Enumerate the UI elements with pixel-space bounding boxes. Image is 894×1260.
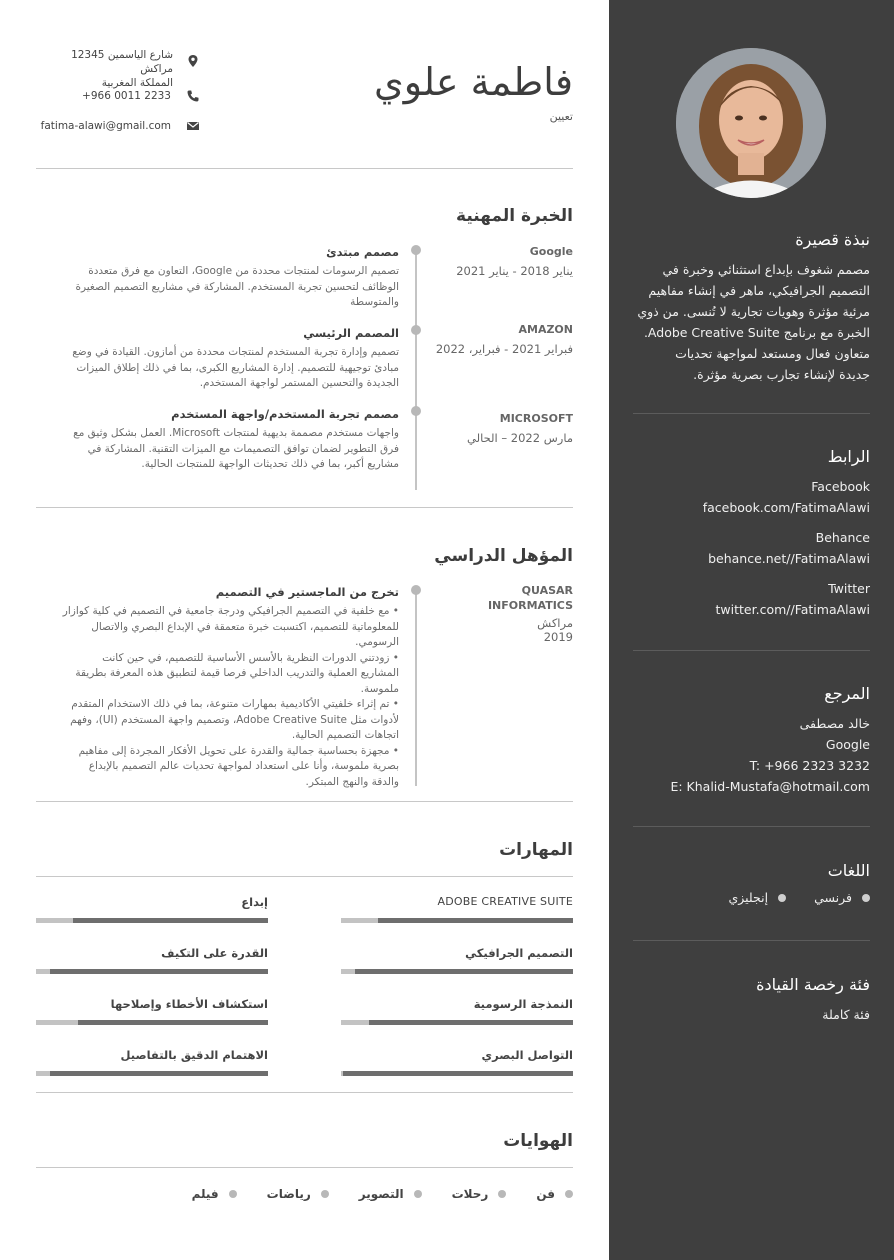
skill-item xyxy=(341,946,573,974)
hobby-label: التصوير xyxy=(358,1187,404,1201)
bullet-icon xyxy=(321,1190,329,1198)
bullet-icon xyxy=(778,894,786,902)
company-name: Google xyxy=(529,245,573,258)
skill-level-fill xyxy=(78,1020,268,1025)
skill-bar xyxy=(36,918,268,923)
link-url[interactable]: facebook.com/FatimaAlawi xyxy=(702,500,870,515)
role-title: مصمم تجربة المستخدم/واجهة المستخدم xyxy=(171,407,399,421)
timeline-dot xyxy=(411,325,421,335)
candidate-name: فاطمة علوي xyxy=(373,60,573,104)
job-title: تعيين xyxy=(549,110,573,123)
experience-meta xyxy=(433,323,573,356)
experience-entry xyxy=(36,407,399,473)
skill-item xyxy=(341,997,573,1025)
profile-photo xyxy=(676,48,826,198)
license-section xyxy=(633,975,870,1025)
skill-level-fill xyxy=(378,918,573,923)
role-title: المصمم الرئيسي xyxy=(303,326,399,340)
experience-meta xyxy=(433,412,573,445)
desc-line: • تم إثراء خلفيتي الأكاديمية بمهارات متنوعة، بما في ذلك الاستخدام المتقدم xyxy=(71,698,399,710)
hobby-item xyxy=(267,1187,329,1201)
desc-line: بصرية ملموسة، وأنا على استعداد لمواجهة تحديات عالم التصميم بالإبداع xyxy=(88,760,399,772)
job-date: فبراير 2021 - فبراير، 2022 xyxy=(435,342,573,356)
license-value: فئة كاملة xyxy=(822,1007,870,1022)
bullet-icon xyxy=(414,1190,422,1198)
license-title: فئة رخصة القيادة xyxy=(756,975,870,994)
skills-title: المهارات xyxy=(499,840,573,860)
skill-level-fill xyxy=(355,969,573,974)
skill-level-fill xyxy=(73,918,268,923)
desc-line: والمتوسطة xyxy=(350,296,399,308)
divider xyxy=(36,876,573,877)
desc-line: تصميم الرسومات لمنتجات محددة من Google، التعاون مع فرق متعددة xyxy=(88,265,399,277)
divider xyxy=(36,1092,573,1093)
graduation-year: 2019 xyxy=(543,630,573,644)
desc-line: • مجهزة بحساسية جمالية والقدرة على تحويل الأفكار المجردة إلى مفاهيم xyxy=(78,744,399,757)
skill-bar xyxy=(341,1071,573,1076)
role-description xyxy=(36,345,399,392)
skill-level-fill xyxy=(343,1071,573,1076)
desc-line: • زودتني الدورات النظرية بالأسس الأساسية للتصميم، في حين كانت xyxy=(102,651,399,664)
about-line: متعاون فعال ومستعد لمواجهة تحديات xyxy=(675,346,870,361)
education-meta xyxy=(433,584,573,644)
divider xyxy=(633,940,870,941)
about-title: نبذة قصيرة xyxy=(795,230,870,249)
about-section xyxy=(633,230,870,385)
bullet-icon xyxy=(498,1190,506,1198)
skill-level-fill xyxy=(50,969,268,974)
education-description xyxy=(36,604,399,790)
reference-email: E: Khalid-Mustafa@hotmail.com xyxy=(670,779,870,794)
about-line: مرئية مؤثرة وهويات تجارية لا تُنسى. من ذوي xyxy=(637,304,870,319)
link-name: Facebook xyxy=(811,479,870,494)
skill-item xyxy=(36,946,268,974)
about-text xyxy=(633,259,870,385)
school-name xyxy=(433,584,573,612)
about-line: جديدة لإنشاء تجارب بصرية مؤثرة. xyxy=(693,367,870,382)
divider xyxy=(633,826,870,827)
reference-name: خالد مصطفى xyxy=(799,716,870,731)
desc-line: للمعلوماتية للتصميم، اكتسبت خبرة متعمقة في الإبداع البصري والاتصال xyxy=(91,620,399,633)
skill-bar xyxy=(36,1071,268,1076)
school-city: مراكش xyxy=(537,616,573,630)
skill-name: النمذجة الرسومية xyxy=(473,997,573,1011)
education-timeline xyxy=(415,590,417,786)
hobbies-title: الهوايات xyxy=(503,1131,573,1151)
language-item xyxy=(728,890,786,905)
skill-name: استكشاف الأخطاء وإصلاحها xyxy=(110,997,268,1011)
divider xyxy=(36,1167,573,1168)
desc-line: اتجاهات التصميم الحالية. xyxy=(291,729,399,741)
job-date: مارس 2022 – الحالي xyxy=(467,431,573,445)
hobby-item xyxy=(192,1187,237,1201)
desc-line: مشاريع أكبر، بما في ذلك تحديثات الواجهة للمنتجات الحالية. xyxy=(141,458,399,470)
hobby-item xyxy=(536,1187,573,1201)
school-line: QUASAR xyxy=(521,584,573,597)
reference-company: Google xyxy=(825,737,870,752)
link-url[interactable]: behance.net//FatimaAlawi xyxy=(708,551,870,566)
timeline-dot xyxy=(411,585,421,595)
contact-address xyxy=(36,48,173,90)
link-name: Behance xyxy=(815,530,870,545)
skill-name: القدرة على التكيف xyxy=(161,946,268,960)
link-name: Twitter xyxy=(828,581,870,596)
school-line: INFORMATICS xyxy=(487,599,573,612)
skill-name: إبداع xyxy=(241,895,268,909)
company-name: MICROSOFT xyxy=(499,412,573,425)
desc-line: فرق التطوير لضمان توافق التصميمات مع الميزات التقنية. المشاركة في xyxy=(87,442,399,455)
skill-item xyxy=(36,1048,268,1076)
location-pin-icon xyxy=(186,54,200,68)
skill-name: الاهتمام الدقيق بالتفاصيل xyxy=(120,1048,268,1062)
hobby-label: فيلم xyxy=(191,1187,219,1201)
hobby-label: رحلات xyxy=(451,1187,489,1201)
experience-title: الخبرة المهنية xyxy=(456,206,573,226)
job-date: يناير 2018 - يناير 2021 xyxy=(456,264,573,278)
desc-line: لأدوات مثل Adobe Creative Suite، وتصميم واجهة المستخدم (UI)، وفهم xyxy=(70,713,399,726)
language-label: فرنسي xyxy=(814,890,852,905)
desc-line: واجهات مستخدم مصممة بديهية لمنتجات Microsoft. العمل بشكل وثيق مع xyxy=(73,427,399,439)
desc-line: تصميم وإدارة تجربة المستخدم لمنتجات محددة من أمازون. القيادة في وضع xyxy=(72,346,399,358)
envelope-icon xyxy=(186,119,200,133)
link-item-twitter xyxy=(633,578,870,620)
skill-bar xyxy=(36,1020,268,1025)
about-line: الخبرة مع برنامج Adobe Creative Suite. xyxy=(643,325,870,340)
contact-email[interactable]: fatima-alawi@gmail.com xyxy=(40,120,171,132)
links-section xyxy=(633,447,870,629)
role-description xyxy=(36,264,399,311)
phone-icon xyxy=(186,89,200,103)
languages-list xyxy=(633,890,870,905)
education-title: المؤهل الدراسي xyxy=(434,546,573,566)
skill-bar xyxy=(341,1020,573,1025)
skill-name: التواصل البصري xyxy=(481,1048,573,1062)
link-item-facebook xyxy=(633,476,870,518)
skill-level-fill xyxy=(369,1020,573,1025)
about-line: مصمم شغوف بإبداع استثنائي وخبرة في xyxy=(662,262,870,277)
languages-title: اللغات xyxy=(827,861,870,880)
hobby-item xyxy=(359,1187,422,1201)
desc-line: الوظائف لتحسين تجربة المستخدم. المشاركة في مشاريع التصميم الصغيرة xyxy=(75,280,399,293)
experience-meta xyxy=(433,245,573,278)
degree-title: تخرج من الماجستير في التصميم xyxy=(215,585,399,599)
skill-item xyxy=(36,997,268,1025)
experience-timeline xyxy=(415,250,417,490)
desc-line: مبادئ توجيهية للتصميم. إدارة المشاريع الكبرى، بما في ذلك إطلاق الميزات xyxy=(76,361,399,374)
divider xyxy=(36,168,573,169)
hobby-label: رياضات xyxy=(266,1187,311,1201)
sidebar xyxy=(609,0,894,1260)
reference-section xyxy=(633,684,870,797)
experience-entry xyxy=(36,326,399,392)
divider xyxy=(36,507,573,508)
hobbies-list xyxy=(192,1187,573,1201)
skill-item xyxy=(341,1048,573,1076)
desc-line: الجديدة والتحسين المستمر لواجهة المستخدم. xyxy=(199,377,399,389)
links-title: الرابط xyxy=(827,447,870,466)
main-content xyxy=(36,0,573,1260)
reference-phone: T: +966 2323 3232 xyxy=(749,758,870,773)
about-line: التصميم الجرافيكي، ماهر في إنشاء مفاهيم xyxy=(648,283,870,298)
address-line: 12345 شارع الياسمين مراكش xyxy=(71,49,173,75)
skill-bar xyxy=(341,969,573,974)
skill-item xyxy=(341,895,573,923)
skill-bar xyxy=(341,918,573,923)
languages-section xyxy=(633,861,870,905)
bullet-icon xyxy=(229,1190,237,1198)
skill-item xyxy=(36,895,268,923)
bullet-icon xyxy=(565,1190,573,1198)
divider xyxy=(36,801,573,802)
experience-entry xyxy=(36,245,399,311)
company-name: AMAZON xyxy=(518,323,573,336)
link-item-behance xyxy=(633,527,870,569)
language-label: إنجليزي xyxy=(728,890,769,905)
skill-level-fill xyxy=(50,1071,268,1076)
desc-line: والدقة والنهج المبتكر. xyxy=(305,775,399,788)
education-entry xyxy=(36,585,399,790)
desc-line: المشاريع العملية والتدريب الداخلي فرصا قيمة لتطبيق هذه المعرفة بطريقة xyxy=(75,667,399,679)
role-title: مصمم مبتدئ xyxy=(326,245,399,259)
desc-line: ملموسة. xyxy=(360,682,399,695)
timeline-dot xyxy=(411,406,421,416)
bullet-icon xyxy=(862,894,870,902)
skill-name: التصميم الجرافيكي xyxy=(465,946,573,960)
role-description xyxy=(36,426,399,473)
language-item xyxy=(814,890,870,905)
link-url[interactable]: twitter.com//FatimaAlawi xyxy=(715,602,870,617)
hobby-label: فن xyxy=(536,1187,555,1201)
reference-title: المرجع xyxy=(824,684,870,703)
address-line: المملكة المغربية xyxy=(101,77,173,89)
contact-phone: +966 0011 2233 xyxy=(82,90,171,102)
desc-line: الرسومي. xyxy=(355,636,399,648)
desc-line: • مع خلفية في التصميم الجرافيكي ودرجة جامعية في التصميم في كلية كوازار xyxy=(62,605,399,617)
divider xyxy=(633,650,870,651)
hobby-item xyxy=(452,1187,507,1201)
skill-bar xyxy=(36,969,268,974)
divider xyxy=(633,413,870,414)
timeline-dot xyxy=(411,245,421,255)
skill-name: ADOBE CREATIVE SUITE xyxy=(437,895,573,908)
